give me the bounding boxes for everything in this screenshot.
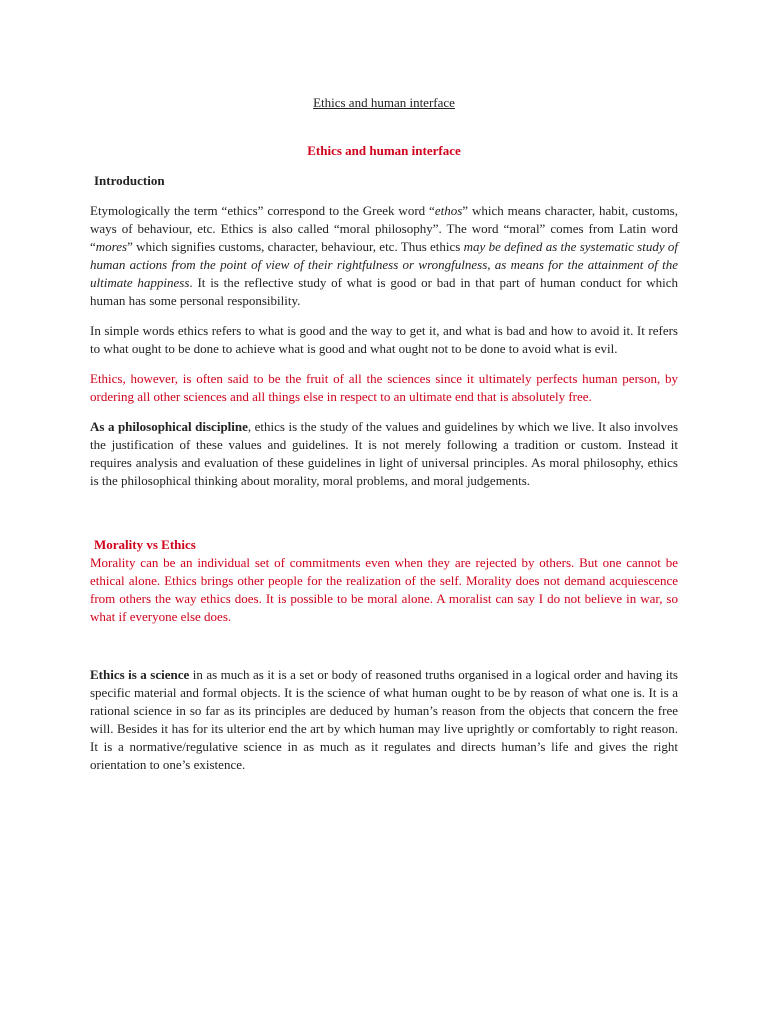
ethics-science-paragraph (90, 666, 678, 774)
ethics-science-text: in as much as it is a set or body of reasoned truths organised in a logical order and having its specific material and formal objects. It is the science of what human ought to be by reason of what one is. It is a rational science in so far as its principles are deduced by human’s reason from the objects that concern the free will. Besides it has for its ulterior end the art by which human may live uprightly or comfortably to right reason. It is a normative/regulative science in as much as it regulates and directs human’s life and gives the right orientation to one’s existence. (90, 667, 678, 772)
header-title: Ethics and human interface (313, 95, 455, 110)
fruit-of-sciences-paragraph: Ethics, however, is often said to be the fruit of all the sciences since it ultimately perfects human person, by ordering all other sciences and all things else in respect to an ultimate end that is absolutely free. (90, 371, 678, 404)
etymology-text-3: ” which signifies customs, character, behaviour, etc. Thus ethics (127, 239, 464, 254)
etymology-text-1: Etymologically the term “ethics” correspond to the Greek word “ (90, 203, 435, 218)
etymology-paragraph (90, 202, 678, 310)
etymology-text-2: ” which means character, habit, customs, ways of behaviour, etc. Ethics is also called “moral philosophy”. The word “moral” comes from Latin word “ (90, 203, 678, 254)
etymology-text-4: . It is the reflective study of what is good or bad in that part of human conduct for which human has some personal responsibility. (90, 275, 678, 308)
document-page (90, 90, 678, 774)
ethics-science-lead: Ethics is a science (90, 667, 190, 682)
ethics-definition: may be defined as the systematic study of human actions from the point of view of their rightfulness or wrongfulness, as means for the attainment of the ultimate happiness (90, 239, 678, 290)
philosophical-discipline-paragraph (90, 418, 678, 490)
document-title: Ethics and human interface (307, 143, 461, 158)
morality-vs-ethics-paragraph: Morality can be an individual set of commitments even when they are rejected by others. But one cannot be ethical alone. Ethics brings other people for the realization of the self. Morality does not demand acquiescence from others the way ethics does. It is possible to be moral alone. A moralist can say I do not believe in war, so what if everyone else does. (90, 555, 678, 624)
introduction-heading: Introduction (94, 173, 165, 188)
ethos-term: ethos (434, 203, 463, 218)
philosophical-discipline-lead: As a philosophical discipline (90, 419, 248, 434)
mores-term: mores (95, 239, 128, 254)
philosophical-discipline-text: , ethics is the study of the values and guidelines by which we live. It also involves the justification of these values and guidelines. It is not merely following a tradition or custom. Instead it requires analysis and evaluation of these guidelines in light of universal principles. As moral philosophy, ethics is the philosophical thinking about morality, moral problems, and moral judgements. (90, 419, 679, 488)
simple-words-paragraph: In simple words ethics refers to what is good and the way to get it, and what is bad and how to avoid it. It refers to what ought to be done to achieve what is good and what ought not to be done to avoid what is evil. (90, 323, 678, 356)
morality-vs-ethics-heading: Morality vs Ethics (94, 537, 196, 552)
